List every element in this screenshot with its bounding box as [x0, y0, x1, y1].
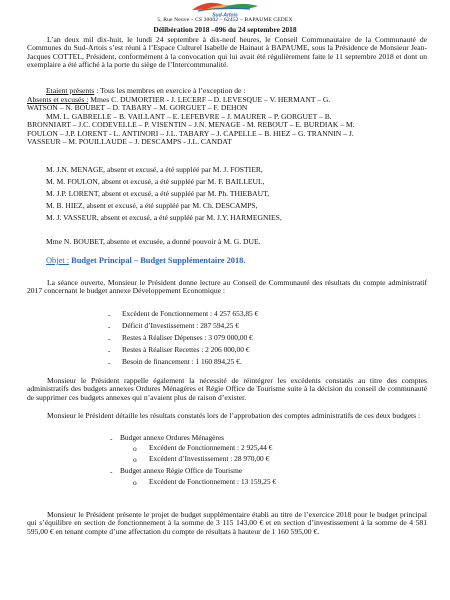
- logo-text: Sud-Artois: [212, 12, 238, 18]
- opening-paragraph: La séance ouverte, Monsieur le Président donne lecture au Conseil de Communauté des résultats du compte administratif 2017 concernant le budget annexe Développement Economique :: [27, 278, 427, 296]
- projet-paragraph: Monsieur le Président présente le projet de budget supplémentaire établi au titre de l’exercice 2018 pour le budget principal qui s’équilibre en section de fonctionnement à la somme de 3 115 143,00 € et en section d’investissement à la somme de 4 581 595,00 € en tenant compte d’une affectation du compte de résultats à hauteur de 1 160 595,00 €.: [27, 510, 427, 536]
- substitution-0: M. J.N. MENAGE, absent et excusé, a été suppléé par M. J. FOSTIER,: [46, 165, 263, 174]
- pouvoir-line: Mme N. BOUBET, absente et excusée, a donné pouvoir à M. G. DUE.: [46, 237, 261, 246]
- intro-paragraph: L’an deux mil dix-huit, le lundi 24 septembre à dix-neuf heures, le Conseil Communautaire de la Communauté de Communes du Sud-Artois s’est réuni à l’Espace Culturel Isabelle de Hainaut à BAPAUME, sous la Présidence de Monsieur Jean-Jacques COTTEL, Président, conformément à la convocation qui lui avait été régulièrement faite le 11 septembre 2018 et dont un exemplaire a été affiché à la porte du siège de l’Intercommunalité.: [27, 35, 427, 69]
- deliberation-title: Délibération 2018 –096 du 24 septembre 2018: [153, 25, 297, 34]
- objet-heading: [46, 256, 245, 265]
- annex-item: Excédent de Fonctionnement : 13 159,25 €: [149, 477, 277, 486]
- objet-label: Objet :: [46, 256, 70, 265]
- detail-paragraph: Monsieur le Président détaille les résultats constatés lors de l’approbation des comptes administratifs de ces deux budgets :: [47, 411, 421, 420]
- present-text: : Tous les membres en exercice à l’exception de :: [94, 86, 246, 95]
- result-item: Restes à Réaliser Dépenses : 3 079 000,00 €: [122, 333, 253, 342]
- substitution-1: M. M. FOULON, absent et excusé, a été suppléé par M. F. BAILLEUL,: [46, 177, 265, 186]
- absent-line-3: BRONNIART – J.C. CODEVELLE – P. VISENTIN – J.N. MENAGE - M. REBOUT – E. BURDIAK – M.: [27, 120, 355, 129]
- present-label: Etaient présents: [46, 86, 95, 95]
- substitution-4: M. J. VASSEUR, absent et excusé, a été suppléé par M. J.Y. HARMEGNIES,: [46, 213, 282, 222]
- rappel-paragraph: Monsieur le Président rappelle également la nécessité de réintégrer les excédents constatés au titre des comptes administratifs des budgets annexes Ordures Ménagères et Régie Office de Tourisme suite à la décision du conseil de communauté de supprimer ces budgets annexes qui n’avaient plus de raison d’exister.: [27, 376, 427, 402]
- objet-title: Budget Principal – Budget Supplémentaire 2018.: [69, 256, 246, 265]
- substitution-2: M. J.P. LORENT, absent et excusé, a été suppléé par M. Ph. THIEBAUT,: [46, 189, 270, 198]
- substitution-3: M. B. HIEZ, absent et excusé, a été suppléé par M. Ch. DESCAMPS,: [46, 201, 258, 210]
- annex-name: Budget annexe Régie Office de Tourisme: [120, 466, 243, 475]
- address: 5, Rue Neuve – CS 30002 – 62452 – BAPAUME CEDEX: [157, 17, 293, 23]
- result-item: Excédent de Fonctionnement : 4 257 653,85 €: [122, 309, 259, 318]
- document-page: Sud-Artois 5, Rue Neuve – CS 30002 – 62452 – BAPAUME CEDEX Délibération 2018 –096 du 24 septembre 2018 L’an deux mil dix-huit, le lundi 24 septembre à dix-neuf heures, le Conseil Communautaire de la Communauté de Communes du Sud-Artois s’est réuni à l’Espace Culturel Isabelle de Hainaut à BAPAUME, sous la Présidence de Monsieur Jean-Jacques COTTEL, Président, conformément à la convocation qui lui avait été régulièrement faite le 11 septembre 2018 et dont un exemplaire a été affiché à la porte du siège de l’Intercommunalité. Etaient présents : Tous les membres en exercice à l’exception de : Absents et excusés : Mmes C. DUMORTIER - J. LECERF – D. LEVESQUE – V. HERMANT – G. WATSON – N. BOUBET – D. TABARY – M. GORGUET – F. DEHON MM. L. GABRELLE – B. VAILLANT – E. LEFEBVRE – J. MAURER – P. GORGUET – B. BRONNIART – J.C. CODEVELLE – P. VISENTIN – J.N. MENAGE - M. REBOUT – E. BURDIAK – M. FOULON – J.P. LORENT - L. ANTINORI – J.L. TABARY – J. CAPELLE – B. HIEZ – G. TRANNIN – J. VASSEUR – M. POUILLAUDE – J. DESCAMPS - J.L. CANDAT M. J.N. MENAGE, absent et excusé, a été suppléé par M. J. FOSTIER, M. M. FOULON, absent et excusé, a été suppléé par M. F. BAILLEUL, M. J.P. LORENT, absent et excusé, a été suppléé par M. Ph. THIEBAUT, M. B. HIEZ, absent et excusé, a été suppléé par M. Ch. DESCAMPS, M. J. VASSEUR, absent et excusé, a été suppléé par M. J.Y. HARMEGNIES, Mme N. BOUBET, absente et excusée, a donné pouvoir à M. G. DUE. Objet : Budget Principal – Budget Supplémentaire 2018. La séance ouverte, Monsieur le Président donne lecture au Conseil de Communauté des résultats du compte administratif 2017 concernant le budget annexe Développement Economique : - Excédent de Fonctionnement : 4 257 653,85 € - Déficit d’Investissement : 287 594,25 € - Restes à Réaliser Dépenses : 3 079 000,00 € - Restes à Réaliser Recettes : 2 206 000,00 € - Besoin de financement : 1 160 894,25 €. Monsieur le Président rappelle également la nécessité de réintégrer les excédents constatés au titre des comptes administratifs des budgets annexes Ordures Ménagères et Régie Office de Tourisme suite à la décision du conseil de communauté de supprimer ces budgets annexes qui n’avaient plus de raison d’exister. Monsieur le Président détaille les résultats constatés lors de l’approbation des comptes administratifs de ces deux budgets : - Budget annexe Ordures Ménagères o Excédent de Fonctionnement : 2 925,44 € o Excédent d’Investissement : 28 970,00 € - Budget annexe Régie Office de Tourisme o Excédent de Fonctionnement : 13 159,25 € Monsieur le Président présente le projet de budget supplémentaire établi au titre de l’exercice 2018 pour le budget principal qui s’équilibre en section de fonctionnement à la somme de 3 115 143,00 € et en section d’investissement à la somme de 4 581 595,00 € en tenant compte d’une affectation du compte de résultats à hauteur de 1 160 595,00 €.: [0, 0, 450, 600]
- sud-artois-logo: [188, 0, 262, 18]
- result-item: Déficit d’Investissement : 287 594,25 €: [122, 321, 239, 330]
- absent-line-2: MM. L. GABRELLE – B. VAILLANT – E. LEFEBVRE – J. MAURER – P. GORGUET – B.: [46, 111, 332, 121]
- absent-line-5: VASSEUR – M. POUILLAUDE – J. DESCAMPS - J.L. CANDAT: [27, 137, 232, 146]
- absent-line-4: FOULON – J.P. LORENT - L. ANTINORI – J.L. TABARY – J. CAPELLE – B. HIEZ – G. TRANNIN – J.: [27, 128, 354, 138]
- absent-label: Absents et excusés :: [27, 94, 89, 104]
- annex-item: Excédent d’Investissement : 28 970,00 €: [149, 454, 270, 463]
- absent-names: Mmes C. DUMORTIER - J. LECERF – D. LEVESQUE – V. HERMANT – G.: [88, 94, 331, 104]
- absent-line-1: WATSON – N. BOUBET – D. TABARY – M. GORGUET – F. DEHON: [27, 103, 248, 112]
- result-item: Restes à Réaliser Recettes : 2 206 000,00 €: [122, 345, 250, 354]
- annex-item: Excédent de Fonctionnement : 2 925,44 €: [149, 443, 273, 452]
- result-item: Besoin de financement : 1 160 894,25 €.: [122, 357, 242, 366]
- annex-name: Budget annexe Ordures Ménagères: [120, 433, 225, 442]
